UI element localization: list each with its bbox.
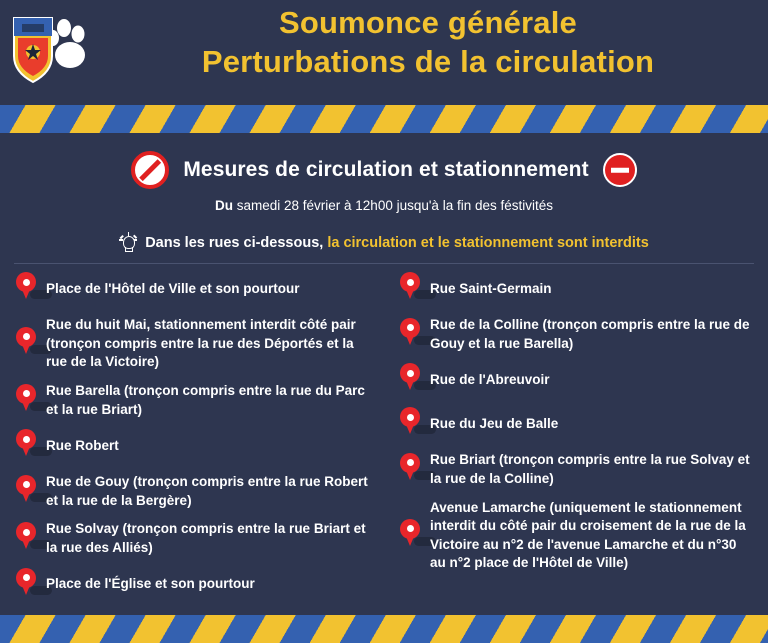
list-item [398,272,754,306]
street-label: Rue du huit Mai, stationnement interdit côté pair (tronçon compris entre la rue des Déportés et la rue de la Victoire) [46,317,356,370]
street-label: Rue Robert [46,437,119,453]
map-pin-icon [14,522,40,556]
streets-column-left [14,272,384,612]
street-label: Avenue Lamarche (uniquement le stationnement interdit du côté pair du croisement de la rue de la Victoire au n°2 de l'avenue Lamarche et du n°30 au n°2 place de l'Hôtel de Ville) [430,499,746,571]
street-label: Rue Briart (tronçon compris entre la rue Solvay et la rue de la Colline) [430,452,750,486]
lightbulb-icon [119,233,137,253]
list-item [398,363,754,397]
page-title [100,4,756,82]
subtitle-bold-part: Du [214,198,233,213]
list-item [14,520,374,557]
list-item [398,499,754,574]
measures-title: Mesures de circulation et stationnement [183,158,589,181]
notice-text-plain: Dans les rues ci-dessous, [145,235,328,251]
map-pin-icon [14,568,40,602]
notice-banner [14,233,754,264]
decorative-band-top [0,105,768,133]
map-pin-icon [14,384,40,418]
list-item [14,382,374,419]
street-label: Rue de la Colline (tronçon compris entre la rue de Gouy et la rue Barella) [430,317,750,351]
map-pin-icon [14,327,40,361]
map-pin-icon [14,475,40,509]
list-item [14,316,374,372]
streets-columns [14,272,754,612]
list-item [398,407,754,441]
list-item [14,429,374,463]
street-label: Rue de l'Abreuvoir [430,371,550,387]
measures-heading [14,151,754,189]
map-pin-icon [398,407,424,441]
streets-column-right [384,272,754,612]
map-pin-icon [14,272,40,306]
stripes-pattern [0,105,768,133]
stripes-pattern [0,615,768,643]
main-content [0,151,768,612]
no-parking-icon [131,151,169,189]
street-label: Rue Solvay (tronçon compris entre la rue Briart et la rue des Alliés) [46,521,366,555]
map-pin-icon [14,429,40,463]
no-entry-icon [603,153,637,187]
notice-text [145,235,649,251]
list-item [14,568,374,602]
subtitle-rest-part: samedi 28 février à 12h00 jusqu'à la fin des féstivités [232,198,553,213]
street-label: Rue Barella (tronçon compris entre la rue du Parc et la rue Briart) [46,382,365,417]
decorative-band-bottom [0,615,768,643]
list-item [398,316,754,353]
list-item [398,451,754,488]
list-item [14,473,374,510]
title-line-2: Perturbations de la circulation [201,43,655,79]
street-label: Place de l'Église et son pourtour [46,576,255,592]
map-pin-icon [398,272,424,306]
list-item [14,272,374,306]
map-pin-icon [398,363,424,397]
street-label: Place de l'Hôtel de Ville et son pourtour [46,280,300,296]
map-pin-icon [398,318,424,352]
coat-of-arms-icon [8,8,94,94]
street-label: Rue de Gouy (tronçon compris entre la rue Robert et la rue de la Bergère) [46,474,368,508]
header [0,0,768,105]
title-line-1: Soumonce générale [279,5,577,40]
street-label: Rue Saint-Germain [430,280,552,296]
map-pin-icon [398,453,424,487]
map-pin-icon [398,519,424,553]
notice-text-highlight: la circulation et le stationnement sont interdits [327,235,649,251]
measures-subtitle [14,198,754,213]
street-label: Rue du Jeu de Balle [430,415,559,431]
